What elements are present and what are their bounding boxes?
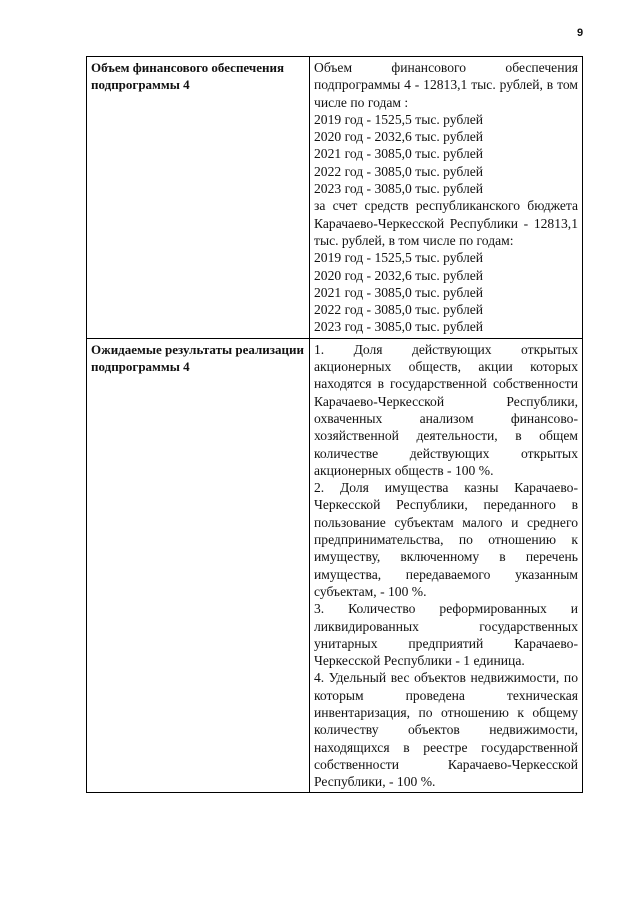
page-number: 9: [577, 27, 584, 39]
year-line: 2023 год - 3085,0 тыс. рублей: [314, 319, 484, 335]
row-label-financing: Объем финансового обеспечения подпрограммы 4: [87, 57, 310, 339]
year-line: 2022 год - 3085,0 тыс. рублей: [314, 163, 484, 179]
row-value-results: [310, 338, 583, 793]
passport-table: [86, 56, 583, 793]
table-row-results: [87, 338, 583, 793]
row-value-financing: [310, 57, 583, 339]
year-line: 2020 год - 2032,6 тыс. рублей: [314, 129, 484, 145]
year-line: 2021 год - 3085,0 тыс. рублей: [314, 146, 484, 162]
row-label-results: Ожидаемые результаты реализации подпрограммы 4: [87, 338, 310, 793]
year-line: 2021 год - 3085,0 тыс. рублей: [314, 284, 484, 300]
result-item-1: 1. Доля действующих открытых акционерных обществ, акции которых находятся в государственной собственности Карачаево-Черкесской Республики, охваченных анализом финансово-хозяйственной деятельности, в общем количестве действующих открытых акционерных обществ - 100 %.: [314, 341, 578, 478]
year-line: 2022 год - 3085,0 тыс. рублей: [314, 302, 484, 318]
year-line: 2023 год - 3085,0 тыс. рублей: [314, 181, 484, 197]
result-item-4: 4. Удельный вес объектов недвижимости, по которым проведена техническая инвентаризация, по отношению к общему количеству объектов недвижимости, находящихся в реестре государственной собственности Карачаево-Черкесской Республики, - 100 %.: [314, 670, 578, 790]
year-line: 2019 год - 1525,5 тыс. рублей: [314, 250, 484, 266]
result-item-2: 2. Доля имущества казны Карачаево-Черкесской Республики, переданного в пользование субъектам малого и среднего предпринимательства, по отношению к имуществу, включенному в перечень имущества, передаваемого указанным субъектам, - 100 %.: [314, 480, 578, 599]
year-line: 2019 год - 1525,5 тыс. рублей: [314, 111, 484, 127]
table-row-financing: [87, 57, 583, 339]
financing-total-text: Объем финансового обеспечения подпрограммы 4 - 12813,1 тыс. рублей, в том числе по годам :: [314, 60, 578, 110]
result-item-3: 3. Количество реформированных и ликвидированных государственных унитарных предприятий Карачаево-Черкесской Республики - 1 единица.: [314, 601, 578, 669]
year-line: 2020 год - 2032,6 тыс. рублей: [314, 267, 484, 283]
financing-budget-text: за счет средств республиканского бюджета Карачаево-Черкесской Республики - 12813,1 тыс. рублей, в том числе по годам:: [314, 198, 578, 248]
